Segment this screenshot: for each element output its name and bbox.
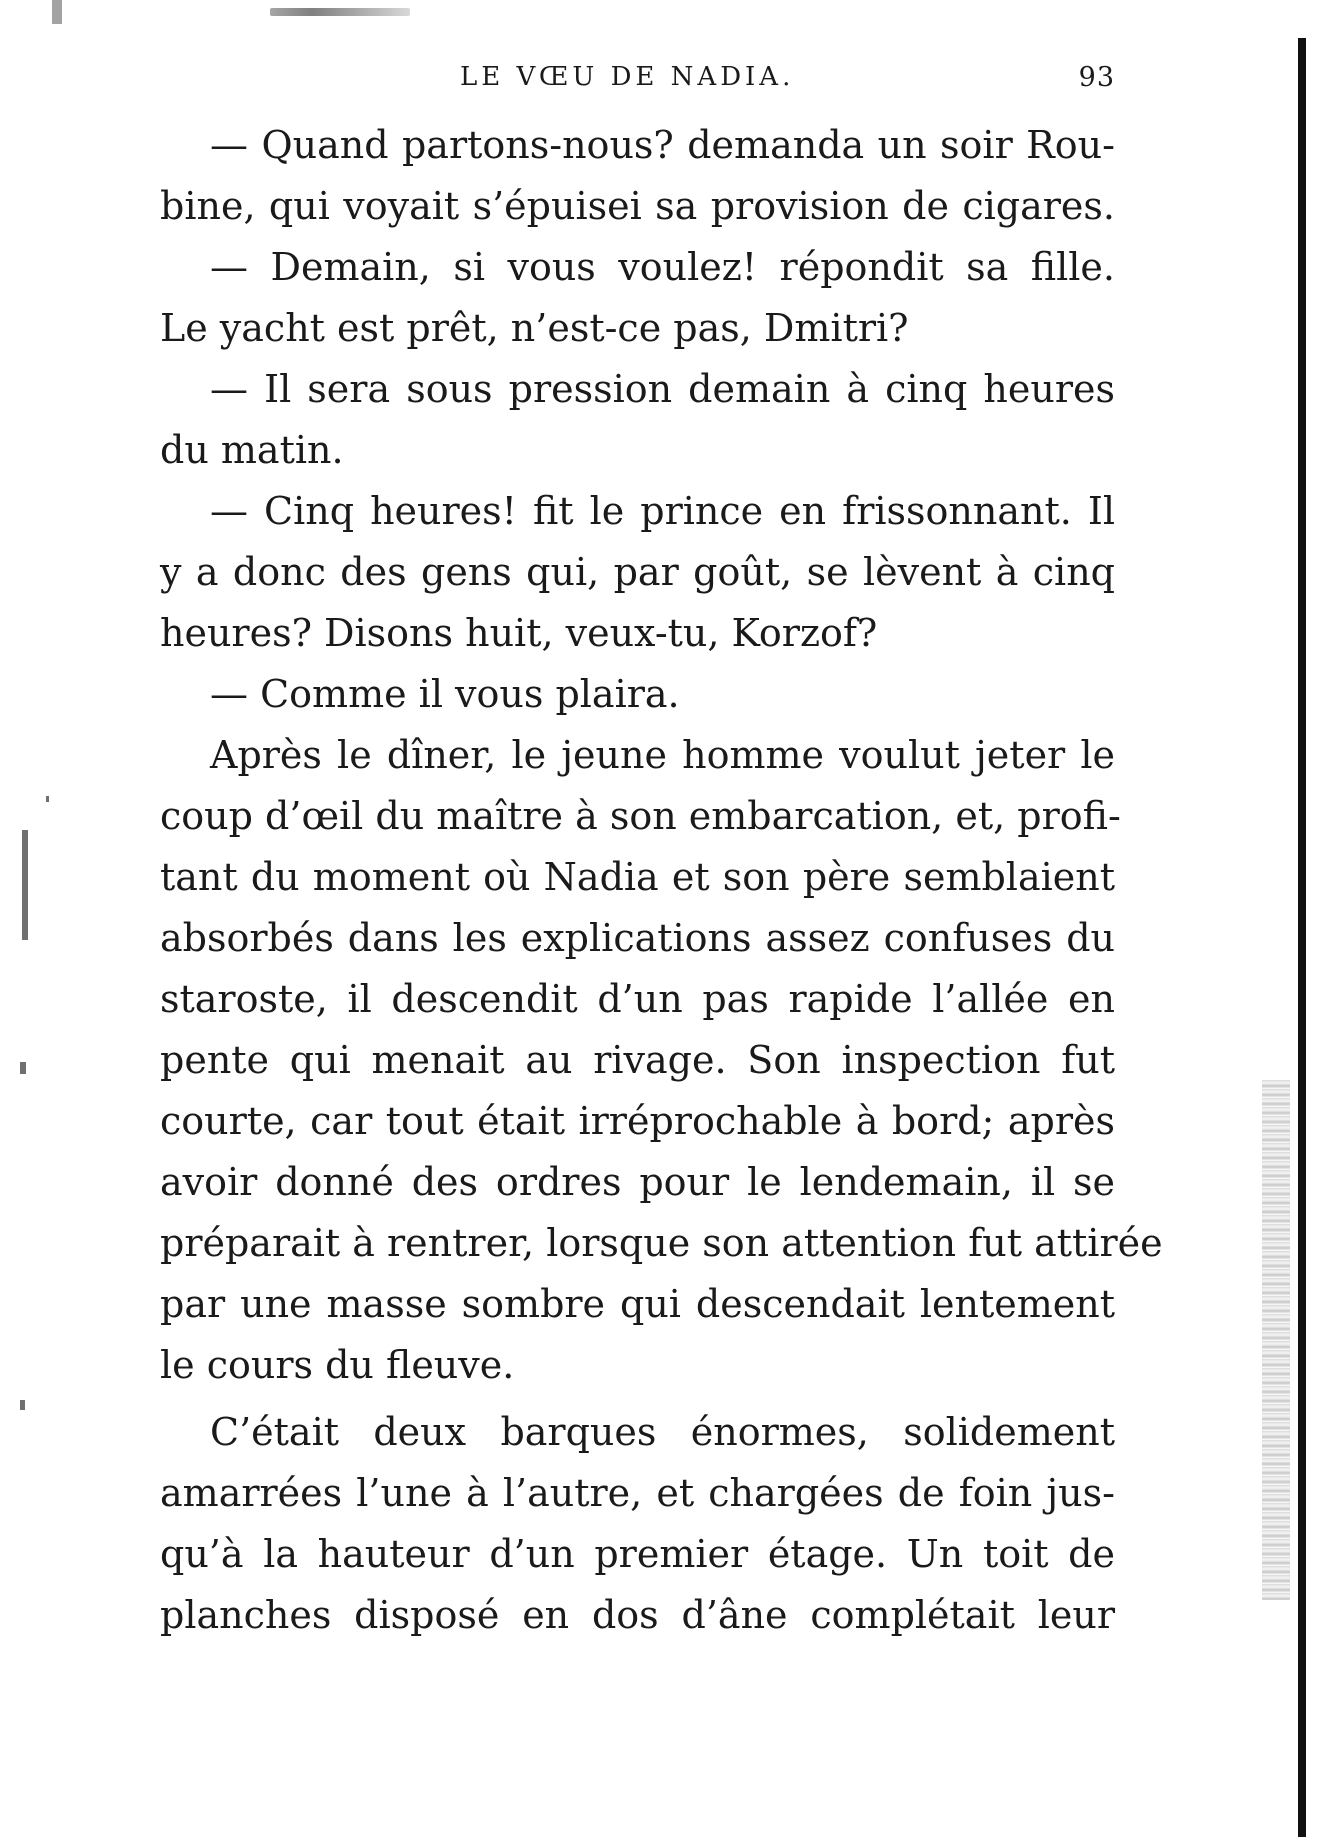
text-line: amarrées l’une à l’autre, et chargées de foin jus- [160,1471,1115,1515]
text-line: avoir donné des ordres pour le lendemain, il se [160,1160,1115,1204]
scan-artifact [270,8,410,16]
text-line: Après le dîner, le jeune homme voulut jeter le [210,733,1115,777]
text-line: du matin. [160,428,344,472]
text-line: par une masse sombre qui descendait lentement [160,1282,1115,1326]
scan-artifact [20,1062,26,1074]
scan-artifact [20,1400,25,1410]
scan-artifact [22,830,28,940]
text-line: tant du moment où Nadia et son père semblaient [160,855,1115,899]
text-line: Le yacht est prêt, n’est-ce pas, Dmitri? [160,306,909,350]
text-line: coup d’œil du maître à son embarcation, et, profi- [160,794,1121,838]
text-line: C’était deux barques énormes, solidement [210,1410,1115,1454]
running-title: LE VŒU DE NADIA. [460,62,795,92]
body-text [160,115,1163,1646]
text-line: staroste, il descendit d’un pas rapide l’allée en [160,977,1115,1021]
text-line: préparait à rentrer, lorsque son attention fut attirée [160,1221,1163,1265]
text-line: — Il sera sous pression demain à cinq heures [210,367,1115,411]
text-line: le cours du fleuve. [160,1343,515,1387]
page-edge-shadow [1298,38,1306,1837]
page-number: 93 [1078,62,1115,93]
text-line: heures? Disons huit, veux-tu, Korzof? [160,611,878,655]
scan-artifact [52,0,62,24]
text-line: pente qui menait au rivage. Son inspection fut [160,1038,1115,1082]
text-line: — Comme il vous plaira. [210,672,680,716]
text-line: y a donc des gens qui, par goût, se lèvent à cinq [160,550,1115,594]
text-line: absorbés dans les explications assez confuses du [160,916,1115,960]
text-line: — Cinq heures! fit le prince en frissonnant. Il [210,489,1115,533]
page-edge-texture [1262,1080,1290,1600]
text-line: planches disposé en dos d’âne complétait leur [160,1593,1115,1637]
text-line: — Demain, si vous voulez! répondit sa fille. [210,245,1115,289]
text-line: qu’à la hauteur d’un premier étage. Un toit de [160,1532,1115,1576]
scan-artifact [46,796,49,802]
running-head [160,62,1115,98]
text-line: bine, qui voyait s’épuisei sa provision de cigares. [160,184,1115,228]
text-line: — Quand partons-nous? demanda un soir Rou- [210,123,1115,167]
text-line: courte, car tout était irréprochable à bord; après [160,1099,1115,1143]
